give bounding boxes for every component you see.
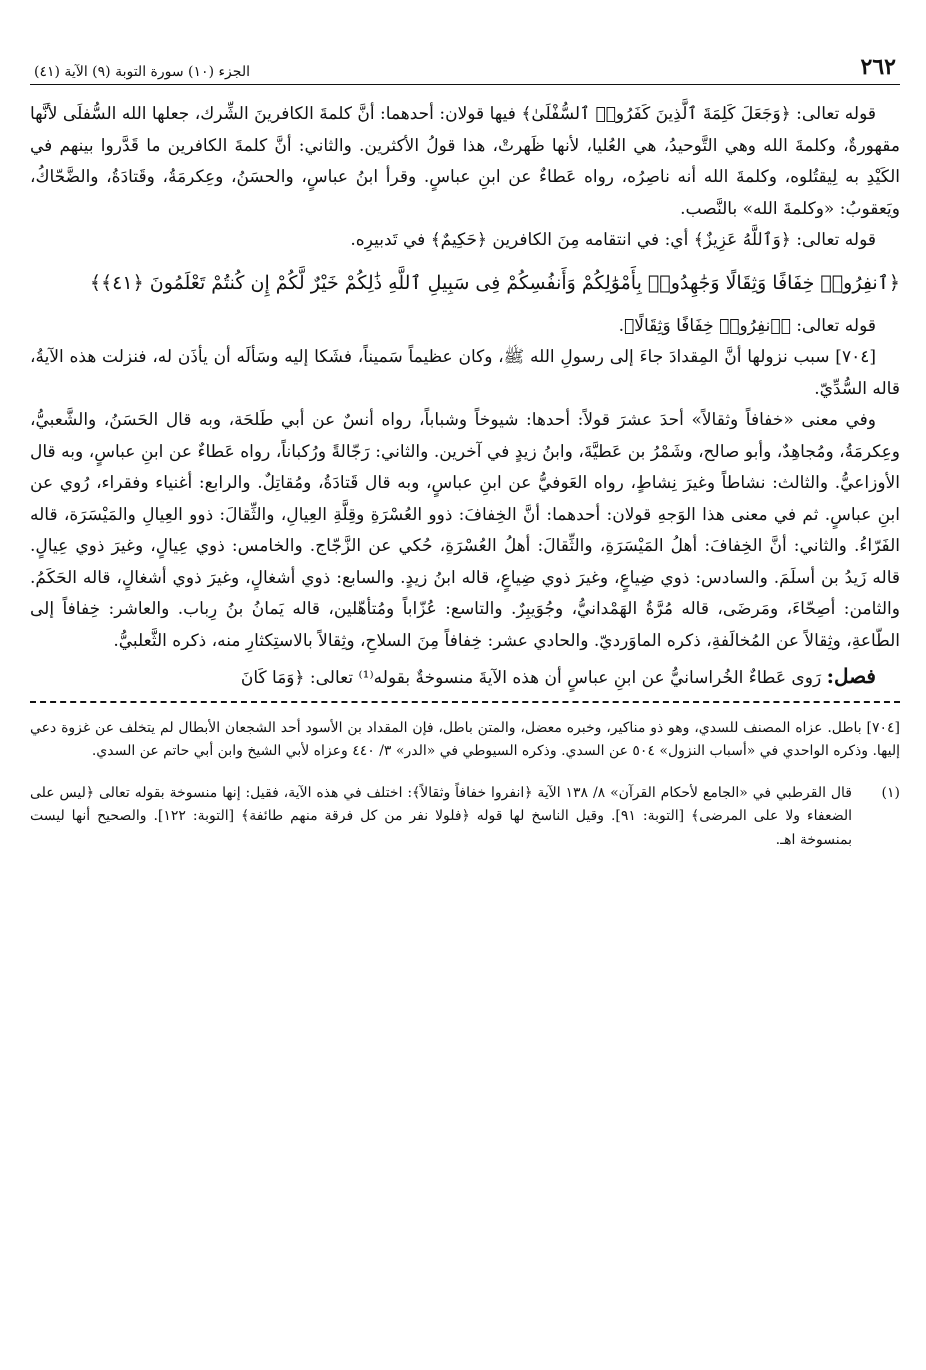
paragraph: قوله تعالى: ﴿وَجَعَلَ كَلِمَةَ ٱلَّذِينَ كَفَرُوا۟ ٱلسُّفْلَىٰ﴾ فيها قولان: أحدهما: أنَّ كلمةَ الكافرينَ الشِّرك، جعلها الله السُّفلَى لأنَّها مقهورةٌ، وكلمةَ الله وهي التَّوحيدُ، هي العُليا، لأنها ظَهرتْ، هذا قولُ الأكثرين. والثاني: أنَّ كلمةَ الكافرين ما قَدَّروا بينهم في الكَيْدِ به لِيقتُلوه، وكلمةَ الله أنه ناصِرُه، رواه عَطاءٌ عن ابنِ عباسٍ. وقرأ ابنُ عباسٍ، والحسَنُ، وعِكرمَةُ، وقَتادَةُ، والضَّحّاكُ، ويَعقوبُ: «وكلمةَ الله» بالنَّصب. [30,104,900,219]
book-page [30,40,900,852]
quran-verse: ﴿ٱنفِرُوا۟ خِفَافًا وَثِقَالًا وَجَٰهِدُوا۟ بِأَمْوَٰلِكُمْ وَأَنفُسِكُمْ فِى سَبِيلِ ٱللَّهِ ذَٰلِكُمْ خَيْرٌ لَّكُمْ إِن كُنتُمْ تَعْلَمُونَ ﴿٤١﴾﴾ [89,271,900,294]
page-number: ٢٦٢ [860,54,896,80]
hadith-note [30,717,900,764]
paragraph: قوله تعالى: ﴿وَٱللَّهُ عَزِيزٌ﴾ أي: في انتقامه مِنَ الكافرين ﴿حَكِيمٌ﴾ في تَدبيرِه. [350,230,876,250]
fasl-text: رَوى عَطاءٌ الخُراسانيُّ عن ابنِ عباسٍ أن هذه الآيةَ منسوخةٌ بقوله⁽¹⁾ تعالى: ﴿وَمَا كَانَ [240,668,827,688]
running-head: الجزء (١٠) سورة التوبة (٩) الآية (٤١) [34,64,250,80]
footnote-marker: (١) [881,784,900,801]
paragraph: [٧٠٤] سبب نزولها أنَّ المِقدادَ جاءَ إلى رسولِ الله ﷺ، وكان عظيماً سَميناً، فشَكا إليه وسَألَه أن يأذَن له، فنزلت هذه الآيةُ، قاله السُّدِّيّ. [30,347,900,399]
paragraph: قوله تعالى: ﴿ٱنفِرُوا۟ خِفَافًا وَثِقَالًا﴾. [618,315,876,336]
footnote [30,782,900,853]
main-text [30,99,900,695]
paragraph: وفي معنى «خفافاً وثقالاً» أحدَ عشرَ قولاً: أحدها: شيوخاً وشباباً، رواه أنسٌ عن أبي طَلحَة، وبه قال الحَسَنُ، والشَّعبيُّ، وعِكرمَةُ، ومُجاهِدٌ، وأبو صالح، وشَمْرُ بن عَطيَّةَ، وابنُ زيدٍ في آخرين. والثاني: رَجّالةً ورُكباناً، رواه عَطاءٌ عن ابنِ عباسٍ، وبه قال الأوزاعيُّ. والثالث: نشاطاً وغيرَ نِشاطٍ، رواه العَوفيُّ عن ابنِ عباسٍ، وبه قال قَتادَةُ، ومُقاتِلٌ. والرابع: أغنياء وفقراء، رُوي عن ابنِ عباسٍ. ثم في معنى هذا الوَجهِ قولان: أحدهما: أنَّ الخِفافَ: ذوو العُسْرَةِ وقِلَّةِ العِيالِ، والثِّقالَ: ذوو العِيالِ والمَيْسَرَة، قاله الفَرّاءُ. والثاني: أنَّ الخِفافَ: أهلُ المَيْسَرَةِ، والثِّقالَ: أهلُ العُسْرَةِ، حُكي عن الزَّجّاج. والخامس: ذوي عِيالٍ، وغيرَ ذوي عِيالٍ. قاله زَيدُ بن أسلَمَ. والسادس: ذوي ضِياعٍ، وغيرَ ذوي ضِياعٍ، قاله ابنُ زيدٍ. والسابع: ذوي أشغالٍ، وغيرَ ذوي أشغالٍ، قاله الحَكَمُ. والثامن: أصِحّاءَ، ومَرضَى، قاله مُرَّةُ الهَمْدانيُّ، وجُوَيبِرٌ. والتاسع: عُزّاباً ومُتأهّلين، قاله يَمانُ بنُ رِباب. والعاشر: خِفافاً إلى الطّاعةِ، وثِقالاً عن المُخالَفةِ، ذكره الماوَرديّ. والحادي عشر: خِفافاً مِنَ السلاحِ، وثِقالاً بالاستِكثارِ منه، ذكره الثَّعلبيُّ. [30,410,900,651]
page-header [30,40,900,85]
hadith-note-text: [٧٠٤] باطل. عزاه المصنف للسدي، وهو ذو مناكير، وخبره معضل، والمتن باطل، فإن المقداد بن الأسود أحد الشجعان الأبطال لم يتخلف عن غزوة دعي إليها. وذكره الواحدي في «أسباب النزول» ٥٠٤ عن السدي. وذكره السيوطي في «الدر» ٣/ ٤٤٠ وعزاه لأبي الشيخ وابن أبي حاتم عن السدي. [30,719,900,759]
footnote-body [30,782,852,853]
footnote-text: قال القرطبي في «الجامع لأحكام القرآن» ٨/ ١٣٨ الآية ﴿انفروا خفافاً وثقالاً﴾: اختلف في هذه الآية، فقيل: إنها منسوخة بقوله تعالى ﴿ليس على الضعفاء ولا على المرضى﴾ [التوبة: ٩١]. وقيل الناسخ لها قوله ﴿فلولا نفر من كل فرقة منهم طائفة﴾ [التوبة: ١٢٢]. والصحيح أنها ليست بمنسوخة اهـ. [30,784,852,848]
fasl-paragraph [30,661,900,695]
dashed-divider [30,701,900,703]
fasl-label: فصل: [826,664,876,688]
